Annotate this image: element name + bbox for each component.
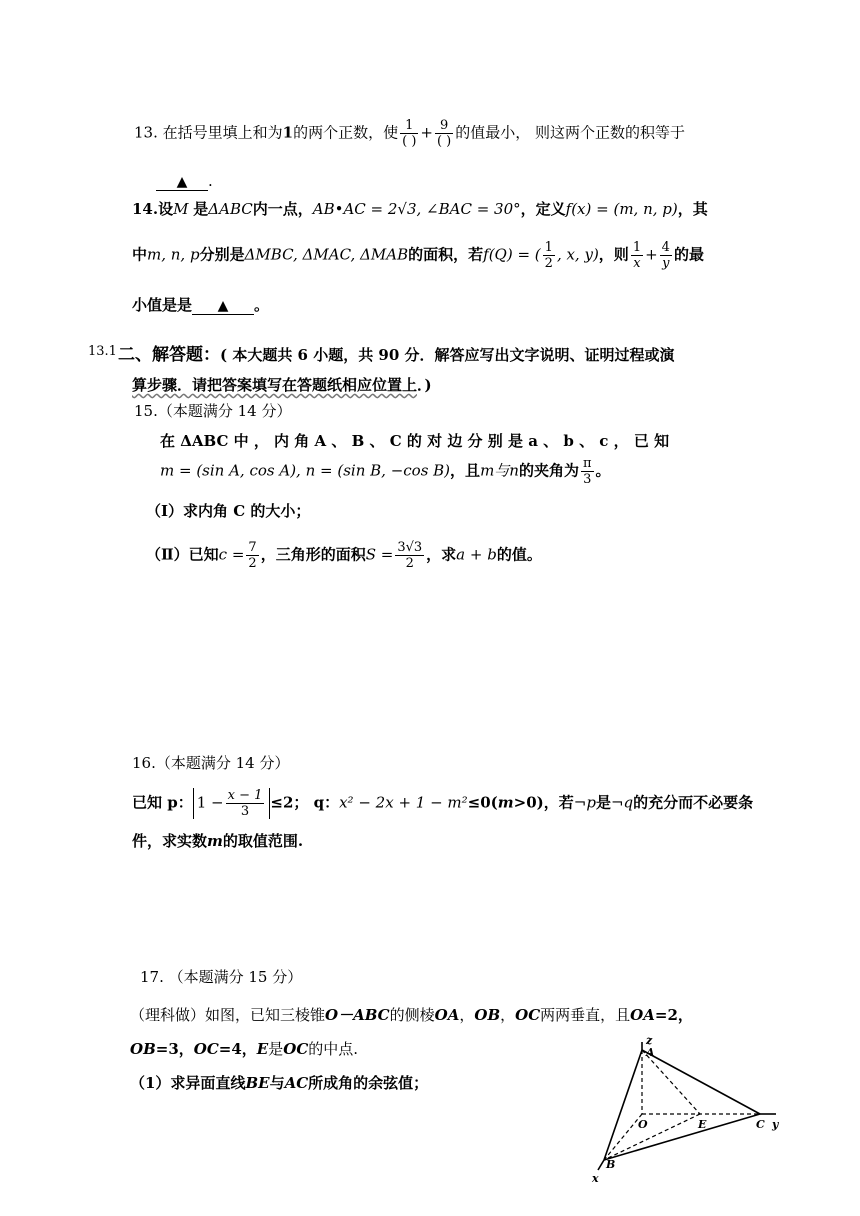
fraction: $\frac{9}{( )}$: [436, 118, 452, 149]
fraction: $\frac{1}{( )}$: [402, 118, 417, 149]
figure-label-B: B: [606, 1158, 616, 1171]
question-14-line2: 中m, n, p分别是ΔMBC, ΔMAC, ΔMAB的面积，若f(Q) = ( $\frac{1}{2}$ , x, y)，则 $\frac{1}{x}$ + $\frac{4}{y}$ 的最: [132, 240, 704, 271]
question-16-header: 16.（本题满分 14 分）: [132, 754, 290, 772]
figure-label-O: O: [638, 1118, 648, 1131]
question-17-header: 17. （本题满分 15 分）: [140, 968, 303, 986]
pyramid-figure: [590, 1036, 790, 1186]
q15-line2: m = (sin A, cos A), n = (sin B, −cos B)，且m与n的夹角为 $\frac{\pi}{3}$ 。: [160, 456, 611, 487]
figure-label-A: A: [646, 1046, 655, 1059]
q15-part1: （Ⅰ）求内角 C 的大小；: [146, 502, 311, 520]
q13-answer-blank: ▲ .: [156, 172, 213, 191]
section-header: 二、解答题：( 本大题共 6 小题，共 90 分．解答应写出文字说明、证明过程或演: [118, 345, 675, 365]
figure-label-x: x: [592, 1172, 599, 1185]
section-desc-line2: 算步骤．请把答案填写在答题纸相应位置上．): [132, 376, 432, 394]
question-14-line3: 小值是是 ▲ 。: [132, 296, 270, 314]
question-15-header: 15.（本题满分 14 分）: [134, 402, 292, 420]
q15-line1: 在 ΔABC 中 ， 内 角 A 、 B 、 C 的 对 边 分 别 是 a 、 b 、 c ， 已 知: [160, 432, 670, 450]
q13-number: 13.: [134, 123, 158, 142]
question-13: 13. 在括号里填上和为1的两个正数，使 $\frac{1}{( )}$ + $\frac{9}{( )}$ 的值最小， 则这两个正数的积等于: [134, 118, 686, 149]
q15-part2: （Ⅱ）已知c = $\frac{7}{2}$ ，三角形的面积S = $\frac{3√3}{2}$ ，求a + b的值。: [146, 540, 542, 571]
q17-line2: OB=3，OC=4，E是OC的中点.: [130, 1040, 359, 1058]
figure-label-C: C: [756, 1118, 765, 1131]
question-14-line1: 14.设M 是ΔABC内一点，AB•AC = 2√3, ∠BAC = 30°，定义f(x) = (m, n, p)，其: [132, 200, 708, 218]
q16-line2: 件，求实数m的取值范围.: [132, 832, 304, 850]
q17-part1: （1）求异面直线BE与AC所成角的余弦值；: [130, 1074, 429, 1092]
q16-line1: 已知 p： 1 − $\frac{x - 1}{3}$ ≤2； q：x² − 2x + 1 − m²≤0(m>0)，若¬p是¬q的充分而不必要条: [132, 788, 754, 819]
q17-line1: （理科做）如图，已知三棱锥O－ABC的侧棱OA，OB，OC两两垂直，且OA=2，: [130, 1006, 693, 1024]
figure-label-y: y: [772, 1118, 779, 1131]
figure-label-E: E: [698, 1118, 707, 1131]
figure-label-z: z: [646, 1036, 653, 1047]
margin-mark: 13.1: [88, 344, 117, 359]
